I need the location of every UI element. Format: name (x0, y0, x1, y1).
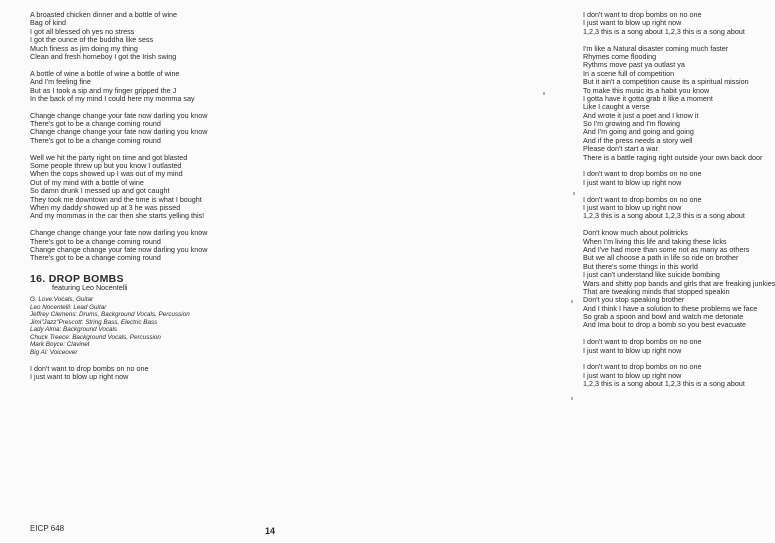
lyric-line: But we all choose a path in life so ride on brother (583, 253, 739, 263)
page-number: 14 (265, 526, 276, 536)
lyric-line: Clean and fresh homeboy I got the Irish swing (30, 51, 177, 61)
lyric-line: Well we hit the party right on time and got blasted (30, 152, 188, 162)
lyric-line: 1,2,3 this is a song about 1,2,3 this is a song about (583, 379, 745, 389)
scan-speck (571, 300, 573, 303)
lyric-line: Bag of kind (30, 18, 66, 28)
lyric-line: I don't want to drop bombs on no one (583, 362, 702, 372)
right-page (300, 0, 775, 543)
lyric-line: I just want to blow up right now (583, 177, 682, 187)
featuring-credit: featuring Leo Nocentelli (52, 282, 128, 292)
lyric-line: A broasted chicken dinner and a bottle of wine (30, 10, 178, 19)
lyric-line: To make this music its a habit you know (583, 85, 710, 95)
lyric-line: 1,2,3 this is a song about 1,2,3 this is a song about (583, 26, 745, 36)
lyric-line: So I'm growing and I'm flowing (583, 119, 681, 129)
lyric-line: I just want to blow up right now (583, 18, 682, 28)
lyric-line: Change change change your fate now darling you know (30, 228, 208, 238)
lyric-line: I just want to blow up right now (583, 370, 682, 380)
lyric-line: I don't want to drop bombs on no one (583, 10, 702, 19)
lyric-line: Rythms move past ya outlast ya (583, 60, 685, 70)
stanza (583, 170, 775, 187)
credit-line: Big Al: Voiceover (30, 349, 78, 357)
track-title: 16. DROP BOMBS (30, 273, 124, 286)
lyric-line: Change change change your fate now darling you know (30, 127, 208, 137)
stanza (30, 70, 207, 104)
stanza (30, 11, 207, 61)
stanza (30, 154, 207, 221)
credit-line: Chuck Treece: Background Vocals, Percussion (30, 333, 161, 341)
lyric-line: Rhymes come flooding (583, 51, 657, 61)
opening-chorus (30, 365, 207, 382)
credit-line: G. Love:Vocals, Guitar (30, 295, 94, 303)
lyric-line: I don't want to drop bombs on no one (583, 169, 702, 179)
lyric-line: I don't want to drop bombs on no one (30, 364, 149, 374)
lyric-line: But there's some things in this world (583, 261, 698, 271)
lyric-line: When the cops showed up I was out of my mind (30, 169, 183, 179)
lyric-line: And my mommas in the car then she starts yelling this! (30, 211, 205, 221)
lyric-line: And I'm going and going and going (583, 127, 694, 137)
lyric-line: Like I caught a verse (583, 102, 650, 112)
lyric-line: And Ima bout to drop a bomb so you best evacuate (583, 320, 747, 330)
credit-line: Jimi"Jazz"Prescott: String Bass, Electric Bass (30, 318, 158, 326)
lyric-line: But as I took a sip and my finger gripped the J (30, 85, 177, 95)
lyric-line: There's got to be a change coming round (30, 236, 161, 246)
stanza (30, 229, 207, 263)
lyric-line: I got the ounce of the buddha like sess (30, 35, 154, 45)
lyric-line: I just want to blow up right now (583, 202, 682, 212)
lyric-line: I gotta have it gotta grab it like a moment (583, 93, 713, 103)
stanza (583, 338, 775, 355)
lyric-line: Out of my mind with a bottle of wine (30, 177, 144, 187)
lyric-line: And I've had more than some not as many as others (583, 244, 750, 254)
stanza (30, 112, 207, 146)
personnel-credits (30, 296, 207, 357)
scan-speck (573, 192, 575, 195)
right-stanzas (583, 11, 775, 397)
lyric-line: And I'm feeling fine (30, 77, 91, 87)
credit-line: Lady Alma: Background Vocals (30, 326, 118, 334)
left-page (0, 0, 300, 543)
lyric-line: There's got to be a change coming round (30, 119, 161, 129)
right-lyrics-column (583, 11, 775, 397)
lyric-line: So damn drunk I messed up and got caught (30, 186, 170, 196)
lyric-line: Don't you stop speaking brother (583, 295, 685, 305)
catalog-number: EICP 648 (30, 524, 65, 533)
stanza (583, 45, 775, 162)
lyric-line: They took me downtown and the time is what I bought (30, 194, 202, 204)
lyric-line: When my daddy showed up at 3 he was pissed (30, 202, 181, 212)
lyric-line: Wars and shitty pop bands and girls that are freaking junkies (583, 278, 775, 288)
lyric-line: And wrote it just a poet and I know it (583, 110, 699, 120)
lyric-line: There is a battle raging right outside your own back door (583, 152, 763, 162)
lyric-line: Much finess as jim doing my thing (30, 43, 138, 53)
lyric-line: There's got to be a change coming round (30, 253, 161, 263)
stanza (583, 11, 775, 36)
lyric-line: A bottle of wine a bottle of wine a bottle of wine (30, 68, 180, 78)
lyric-line: I just can't understand like suicide bombing (583, 270, 720, 280)
credit-line: Jeffrey Clemens: Drums, Background Vocals, Percussion (30, 311, 190, 319)
scan-speck (571, 397, 573, 400)
lyric-line: And I think I have a solution to these problems we face (583, 303, 758, 313)
lyric-line: I just want to blow up right now (583, 345, 682, 355)
lyric-line: There's got to be a change coming round (30, 135, 161, 145)
credit-line: Leo Nocentelli: Lead Guitar (30, 303, 107, 311)
lyric-line: And if the press needs a story well (583, 135, 693, 145)
lyric-line: I got all blessed oh yes no stress (30, 26, 135, 36)
left-stanzas (30, 11, 207, 271)
lyric-line: So grab a spoon and bowl and watch me detonate (583, 312, 744, 322)
stanza (583, 196, 775, 221)
scan-speck (543, 92, 545, 95)
lyric-line: Change change change your fate now darling you know (30, 110, 208, 120)
stanza (583, 229, 775, 330)
left-lyrics-column (30, 11, 207, 382)
lyric-line: That are tweaking minds that stopped speakin (583, 286, 730, 296)
lyric-line: I don't want to drop bombs on no one (583, 337, 702, 347)
lyric-line: Don't know much about politricks (583, 228, 688, 238)
lyric-line: Change change change your fate now darling you know (30, 244, 208, 254)
lyric-line: In the back of my mind I could here my momma say (30, 93, 195, 103)
lyric-line: I'm like a Natural disaster coming much faster (583, 43, 729, 53)
lyric-line: Some people threw up but you know I outlasted (30, 161, 182, 171)
lyric-line: I just want to blow up right now (30, 372, 129, 382)
lyric-line: In a scene full of competition (583, 68, 675, 78)
lyric-line: But it ain't a competition cause its a spiritual mission (583, 77, 749, 87)
lyric-line: When I'm living this life and taking these licks (583, 236, 727, 246)
stanza (583, 363, 775, 388)
lyric-line: Please don't start a war (583, 144, 658, 154)
lyric-line: 1,2,3 this is a song about 1,2,3 this is a song about (583, 211, 745, 221)
credit-line: Mark Boyce: Clavinet (30, 341, 90, 349)
lyric-line: I don't want to drop bombs on no one (583, 194, 702, 204)
